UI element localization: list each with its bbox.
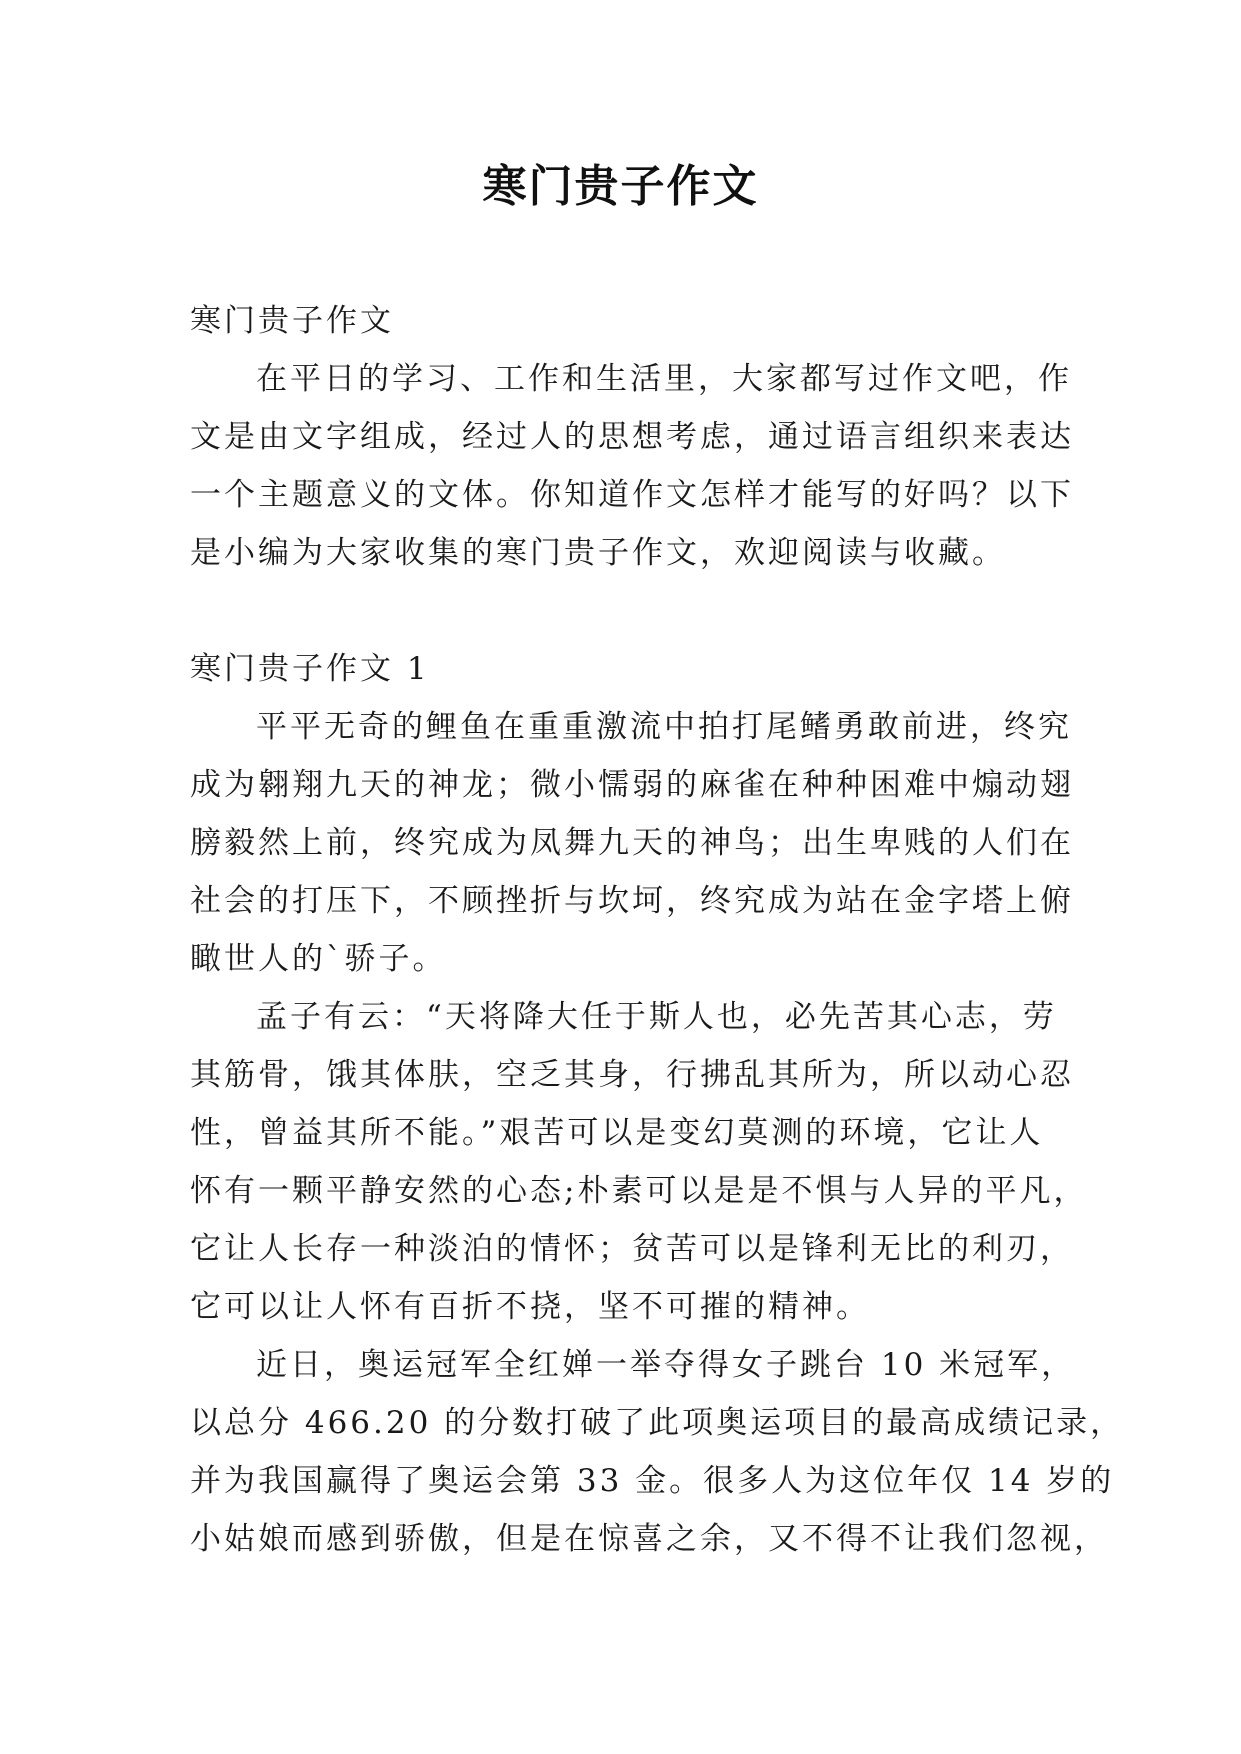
paragraph-line: 性，曾益其所不能。”艰苦可以是变幻莫测的环境，它让人 [190, 1115, 1044, 1151]
paragraph-line: 其筋骨，饿其体肤，空乏其身，行拂乱其所为，所以动心忍 [190, 1057, 1074, 1093]
section-spacer [190, 582, 1050, 640]
paragraph-line: 小姑娘而感到骄傲，但是在惊喜之余，又不得不让我们忽视， [190, 1521, 1108, 1557]
paragraph-line: 它可以让人怀有百折不挠，坚不可摧的精神。 [190, 1289, 870, 1325]
paragraph-line: 以总分 466.20 的分数打破了此项奥运项目的最高成绩记录， [190, 1405, 1125, 1441]
document-title: 寒门贵子作文 [482, 161, 759, 212]
paragraph-line: 平平无奇的鲤鱼在重重激流中拍打尾鳍勇敢前进，终究 [256, 709, 1072, 745]
section-heading: 寒门贵子作文 1 [190, 651, 430, 687]
paragraph-line: 瞰世人的`骄子。 [190, 941, 447, 977]
paragraph-line: 成为翱翔九天的神龙；微小懦弱的麻雀在种种困难中煽动翅 [190, 767, 1074, 803]
paragraph-line: 孟子有云：“天将降大任于斯人也，必先苦其心志，劳 [256, 999, 1057, 1035]
paragraph-line: 是小编为大家收集的寒门贵子作文，欢迎阅读与收藏。 [190, 535, 1006, 571]
paragraph-line: 近日，奥运冠军全红婵一举夺得女子跳台 10 米冠军， [256, 1347, 1076, 1383]
paragraph-line: 社会的打压下，不顾挫折与坎坷，终究成为站在金字塔上俯 [190, 883, 1074, 919]
paragraph-line: 在平日的学习、工作和生活里，大家都写过作文吧，作 [256, 361, 1072, 397]
paragraph-line: 它让人长存一种淡泊的情怀；贫苦可以是锋利无比的利刃， [190, 1231, 1074, 1267]
paragraph-line: 怀有一颗平静安然的心态;朴素可以是是不惧与人异的平凡， [190, 1173, 1088, 1209]
paragraph-line: 并为我国赢得了奥运会第 33 金。很多人为这位年仅 14 岁的 [190, 1463, 1115, 1499]
section-heading: 寒门贵子作文 [190, 303, 394, 339]
paragraph-line: 文是由文字组成，经过人的思想考虑，通过语言组织来表达 [190, 419, 1074, 455]
paragraph-line: 一个主题意义的文体。你知道作文怎样才能写的好吗？以下 [190, 477, 1074, 513]
document-body [190, 292, 1125, 1568]
paragraph-line: 膀毅然上前，终究成为凤舞九天的神鸟；出生卑贱的人们在 [190, 825, 1074, 861]
